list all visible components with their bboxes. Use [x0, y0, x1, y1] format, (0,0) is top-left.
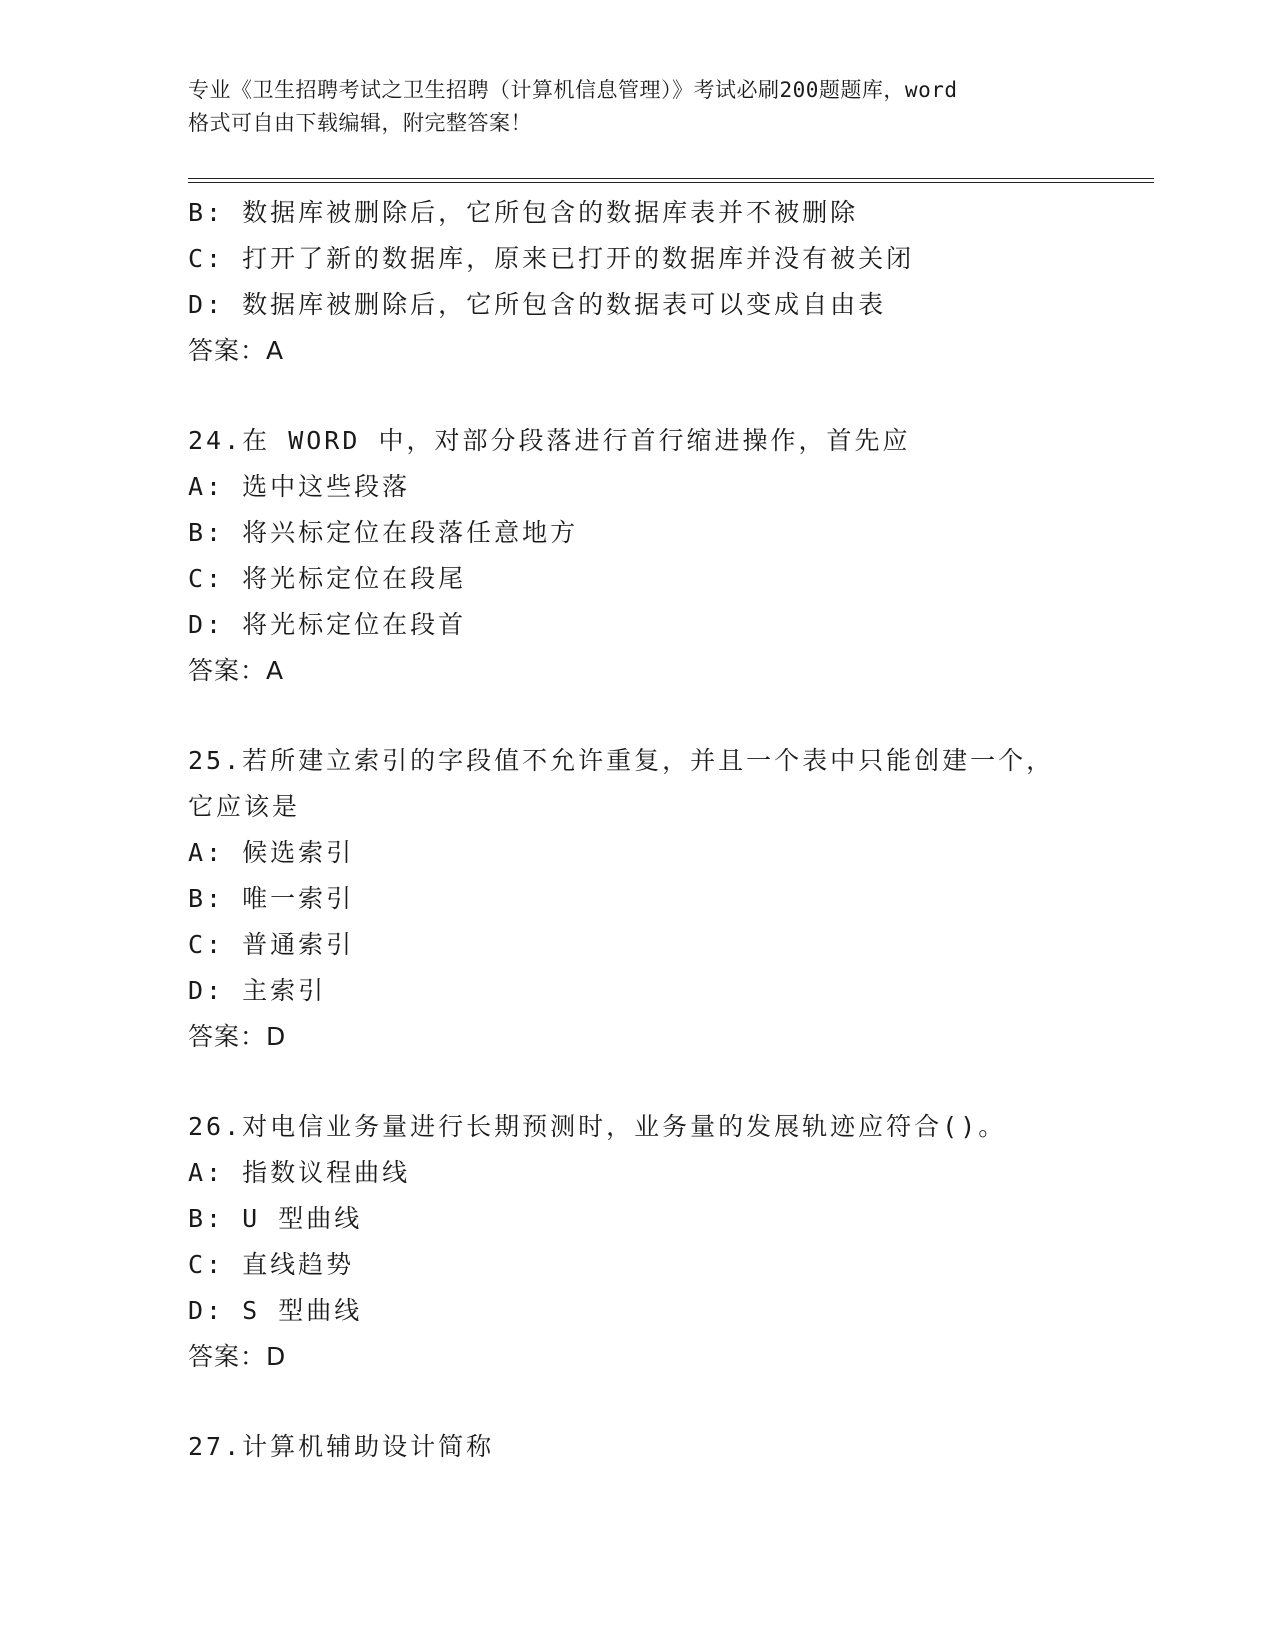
option-b: B: 唯一索引	[188, 884, 355, 913]
option-d: D: 数据库被删除后，它所包含的数据表可以变成自由表	[188, 290, 887, 319]
option-a: A: 选中这些段落	[188, 472, 411, 501]
option-a: A: 候选索引	[188, 838, 355, 867]
option-d: D: 主索引	[188, 976, 327, 1005]
question-23	[188, 190, 1148, 374]
question-list	[188, 190, 1148, 1470]
question-text-continued: 它应该是	[188, 792, 301, 821]
question-26	[188, 1104, 1148, 1380]
answer: 答案：A	[188, 656, 285, 685]
option-b: B: U 型曲线	[188, 1204, 363, 1233]
option-a: A: 指数议程曲线	[188, 1158, 411, 1187]
option-d: D: 将光标定位在段首	[188, 610, 467, 639]
spacer	[188, 694, 1148, 738]
question-27	[188, 1424, 1148, 1470]
answer: 答案：D	[188, 1342, 287, 1371]
answer: 答案：D	[188, 1022, 287, 1051]
option-c: C: 打开了新的数据库，原来已打开的数据库并没有被关闭	[188, 244, 915, 273]
option-c: C: 将光标定位在段尾	[188, 564, 467, 593]
question-text: 25.若所建立索引的字段值不允许重复，并且一个表中只能创建一个，	[188, 746, 1055, 775]
option-b: B: 将兴标定位在段落任意地方	[188, 518, 579, 547]
spacer	[188, 374, 1148, 418]
answer: 答案：A	[188, 336, 285, 365]
header-line-2: 格式可自由下载编辑，附完整答案！	[188, 111, 532, 135]
question-24	[188, 418, 1148, 694]
option-d: D: S 型曲线	[188, 1296, 363, 1325]
spacer	[188, 1060, 1148, 1104]
option-c: C: 直线趋势	[188, 1250, 355, 1279]
question-text: 26.对电信业务量进行长期预测时，业务量的发展轨迹应符合()。	[188, 1112, 1007, 1141]
header-line-1: 专业《卫生招聘考试之卫生招聘（计算机信息管理）》考试必刷200题题库，word	[188, 78, 958, 102]
question-text: 24.在 WORD 中，对部分段落进行首行缩进操作，首先应	[188, 426, 911, 455]
header-divider	[188, 178, 1154, 183]
spacer	[188, 1380, 1148, 1424]
question-text: 27.计算机辅助设计简称	[188, 1432, 495, 1461]
document-header	[188, 74, 1088, 140]
option-b: B: 数据库被删除后，它所包含的数据库表并不被删除	[188, 198, 859, 227]
option-c: C: 普通索引	[188, 930, 355, 959]
question-25	[188, 738, 1148, 1060]
